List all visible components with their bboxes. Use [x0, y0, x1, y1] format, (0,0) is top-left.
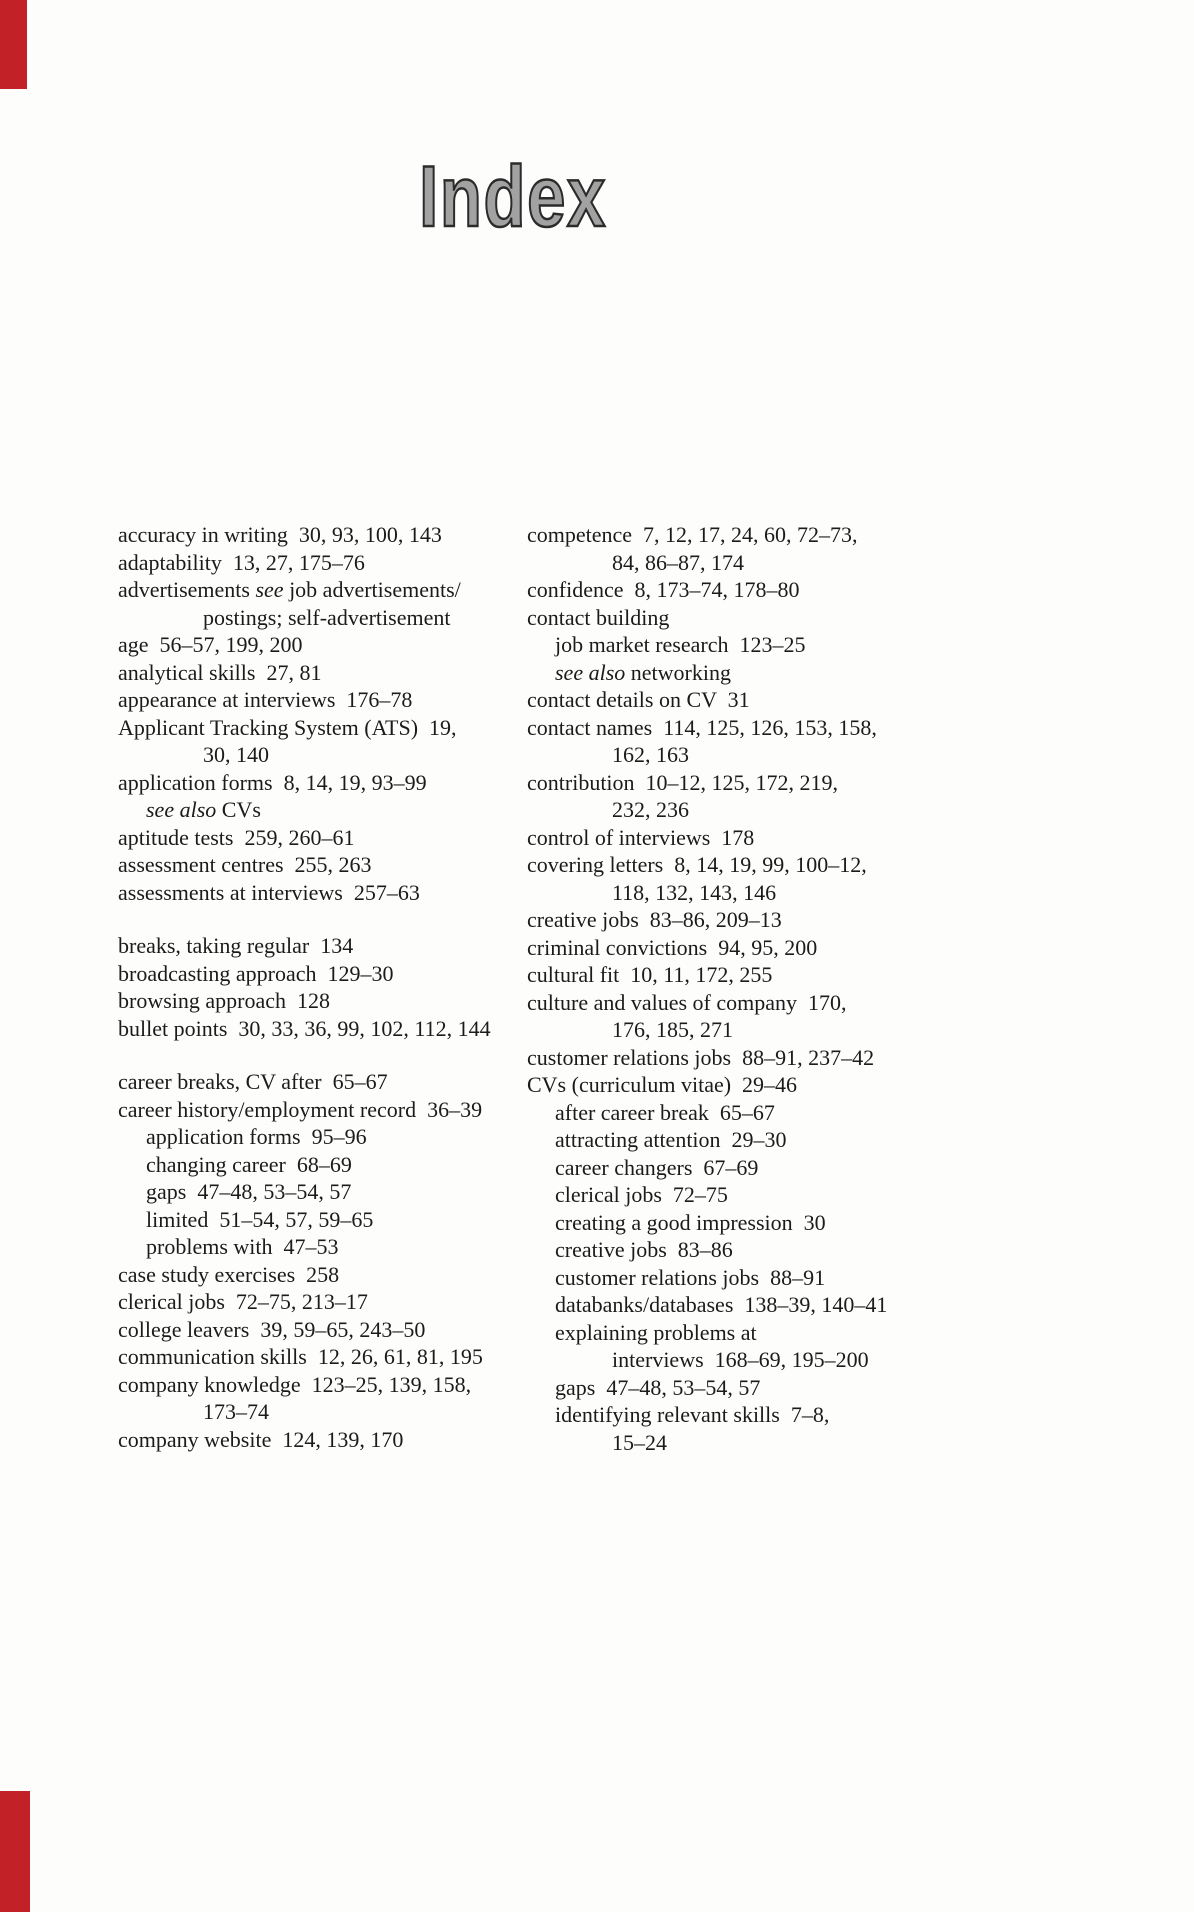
- entry-text: case study exercises 258: [118, 1261, 340, 1287]
- index-entry-line: [527, 1346, 967, 1374]
- index-entry-line: [527, 1264, 967, 1292]
- entry-text: identifying relevant skills 7–8,: [555, 1402, 830, 1427]
- entry-text: accuracy in writing 30, 93, 100, 143: [118, 522, 442, 547]
- red-edge-mark-bottom: [0, 1791, 30, 1912]
- index-entry-line: [527, 1319, 967, 1347]
- entry-text: creating a good impression 30: [555, 1209, 826, 1235]
- entry-text: criminal convictions 94, 95, 200: [527, 934, 818, 960]
- entry-text: creative jobs 83–86: [555, 1237, 733, 1262]
- entry-text: control of interviews 178: [527, 824, 755, 850]
- index-entry-line: [527, 521, 967, 549]
- index-entry-line: [527, 1071, 967, 1099]
- index-entry-line: [527, 631, 967, 659]
- entry-text: Applicant Tracking System (ATS) 19,: [118, 714, 457, 740]
- entry-text: career breaks, CV after 65–67: [118, 1069, 388, 1094]
- index-entry-line: [118, 987, 528, 1015]
- index-entry-line: [118, 1426, 528, 1454]
- index-entry-line: [118, 631, 528, 659]
- index-entry-line: [527, 714, 967, 742]
- entry-text: job advertisements/: [283, 577, 461, 602]
- entry-text: gaps 47–48, 53–54, 57: [555, 1374, 761, 1400]
- entry-text: broadcasting approach 129–30: [118, 960, 394, 986]
- index-entry-line: [527, 1209, 967, 1237]
- entry-text: contact details on CV 31: [527, 687, 750, 712]
- page-title: Index: [419, 149, 607, 245]
- entry-text: customer relations jobs 88–91: [555, 1264, 826, 1290]
- entry-text: contribution 10–12, 125, 172, 219,: [527, 769, 839, 795]
- index-entry-line: [118, 824, 528, 852]
- entry-text: after career break 65–67: [555, 1099, 775, 1125]
- index-entry-line: [527, 686, 967, 714]
- index-entry-line: [118, 741, 528, 769]
- index-entry-line: [527, 769, 967, 797]
- index-entry-line: [118, 1015, 528, 1043]
- index-entry-line: [527, 1429, 967, 1457]
- entry-text: explaining problems at: [555, 1319, 757, 1345]
- index-entry-line: [118, 1288, 528, 1316]
- index-entry-line: [527, 906, 967, 934]
- index-entry-line: [527, 934, 967, 962]
- index-entry-line: [118, 521, 528, 549]
- entry-text: aptitude tests 259, 260–61: [118, 824, 355, 850]
- entry-text: culture and values of company 170,: [527, 989, 847, 1015]
- index-entry-line: [118, 851, 528, 879]
- entry-text: attracting attention 29–30: [555, 1127, 787, 1152]
- index-entry-line: [527, 1291, 967, 1319]
- index-entry-line: [118, 879, 528, 907]
- entry-text: cultural fit 10, 11, 172, 255: [527, 962, 773, 987]
- entry-text: college leavers 39, 59–65, 243–50: [118, 1316, 426, 1342]
- index-entry-line: [527, 549, 967, 577]
- entry-text: browsing approach 128: [118, 988, 331, 1013]
- index-entry-line: [118, 604, 528, 632]
- index-entry-line: [527, 1374, 967, 1402]
- entry-text: creative jobs 83–86, 209–13: [527, 907, 782, 932]
- index-entry-line: [527, 659, 967, 687]
- index-entry-line: [527, 1126, 967, 1154]
- entry-text: postings; self-advertisement: [203, 604, 451, 630]
- cross-reference-italic: see also: [146, 797, 217, 822]
- index-entry-line: [118, 1096, 528, 1124]
- entry-text: networking: [625, 659, 731, 685]
- cross-reference-italic: see also: [555, 659, 626, 685]
- entry-text: limited 51–54, 57, 59–65: [146, 1206, 374, 1232]
- cross-reference-italic: see: [255, 577, 284, 602]
- index-entry-line: [118, 1316, 528, 1344]
- entry-text: gaps 47–48, 53–54, 57: [146, 1179, 352, 1204]
- entry-text: adaptability 13, 27, 175–76: [118, 549, 365, 575]
- entry-text: CVs: [216, 797, 261, 822]
- entry-text: changing career 68–69: [146, 1151, 352, 1177]
- index-entry-line: [118, 659, 528, 687]
- index-entry-line: [118, 1398, 528, 1426]
- entry-text: application forms 8, 14, 19, 93–99: [118, 769, 427, 795]
- index-entry-line: [527, 1181, 967, 1209]
- index-entry-line: [527, 1154, 967, 1182]
- index-entry-line: [118, 714, 528, 742]
- entry-text: advertisements: [118, 577, 256, 602]
- entry-text: clerical jobs 72–75: [555, 1182, 728, 1207]
- index-entry-line: [527, 824, 967, 852]
- entry-text: databanks/databases 138–39, 140–41: [555, 1292, 888, 1317]
- index-entry-line: [527, 1099, 967, 1127]
- index-entry-line: [527, 961, 967, 989]
- entry-text: 176, 185, 271: [612, 1017, 733, 1042]
- entry-text: customer relations jobs 88–91, 237–42: [527, 1044, 875, 1070]
- entry-text: 232, 236: [612, 797, 689, 822]
- index-entry-line: [527, 1401, 967, 1429]
- index-entry-line: [527, 796, 967, 824]
- index-entry-line: [527, 1236, 967, 1264]
- entry-text: contact building: [527, 604, 670, 630]
- entry-text: age 56–57, 199, 200: [118, 632, 303, 657]
- entry-text: interviews 168–69, 195–200: [612, 1347, 869, 1372]
- index-entry-line: [118, 1151, 528, 1179]
- entry-text: breaks, taking regular 134: [118, 933, 354, 958]
- index-entry-line: [118, 1206, 528, 1234]
- entry-text: application forms 95–96: [146, 1124, 367, 1149]
- index-entry-line: [118, 576, 528, 604]
- entry-text: confidence 8, 173–74, 178–80: [527, 577, 800, 602]
- index-entry-line: [118, 1123, 528, 1151]
- index-entry-line: [118, 549, 528, 577]
- entry-text: contact names 114, 125, 126, 153, 158,: [527, 714, 877, 740]
- entry-text: clerical jobs 72–75, 213–17: [118, 1289, 368, 1314]
- index-entry-line: [527, 851, 967, 879]
- entry-text: assessment centres 255, 263: [118, 852, 372, 877]
- entry-text: appearance at interviews 176–78: [118, 687, 413, 712]
- index-entry-line: [118, 960, 528, 988]
- entry-text: problems with 47–53: [146, 1234, 339, 1259]
- entry-text: company website 124, 139, 170: [118, 1426, 404, 1452]
- index-entry-line: [118, 1371, 528, 1399]
- entry-text: job market research 123–25: [555, 632, 806, 657]
- index-entry-line: [118, 1068, 528, 1096]
- index-entry-line: [527, 879, 967, 907]
- entry-text: 15–24: [612, 1429, 667, 1455]
- index-entry-line: [527, 576, 967, 604]
- entry-text: 162, 163: [612, 742, 689, 767]
- index-column-left: [118, 521, 528, 1453]
- index-entry-line: [527, 1016, 967, 1044]
- index-column-right: [527, 521, 967, 1456]
- entry-text: career history/employment record 36–39: [118, 1096, 483, 1122]
- index-entry-line: [118, 769, 528, 797]
- index-entry-line: [118, 686, 528, 714]
- index-entry-line: [527, 741, 967, 769]
- entry-text: 118, 132, 143, 146: [612, 879, 777, 905]
- entry-text: covering letters 8, 14, 19, 99, 100–12,: [527, 852, 867, 877]
- index-entry-line: [118, 932, 528, 960]
- index-entry-line: [527, 1044, 967, 1072]
- red-edge-mark-top: [0, 0, 27, 89]
- index-entry-line: [527, 989, 967, 1017]
- entry-text: career changers 67–69: [555, 1154, 759, 1180]
- index-entry-line: [118, 1233, 528, 1261]
- entry-text: communication skills 12, 26, 61, 81, 195: [118, 1344, 483, 1369]
- index-entry-line: [118, 796, 528, 824]
- entry-text: 173–74: [203, 1399, 269, 1424]
- entry-text: competence 7, 12, 17, 24, 60, 72–73,: [527, 522, 858, 547]
- entry-text: company knowledge 123–25, 139, 158,: [118, 1371, 472, 1397]
- index-entry-line: [118, 1261, 528, 1289]
- entry-text: analytical skills 27, 81: [118, 659, 322, 685]
- index-entry-line: [527, 604, 967, 632]
- entry-text: assessments at interviews 257–63: [118, 879, 420, 905]
- entry-text: bullet points 30, 33, 36, 99, 102, 112, 144: [118, 1015, 491, 1041]
- entry-text: 30, 140: [203, 742, 269, 767]
- entry-text: CVs (curriculum vitae) 29–46: [527, 1072, 798, 1097]
- index-entry-line: [118, 1343, 528, 1371]
- entry-text: 84, 86–87, 174: [612, 549, 744, 575]
- index-entry-line: [118, 1178, 528, 1206]
